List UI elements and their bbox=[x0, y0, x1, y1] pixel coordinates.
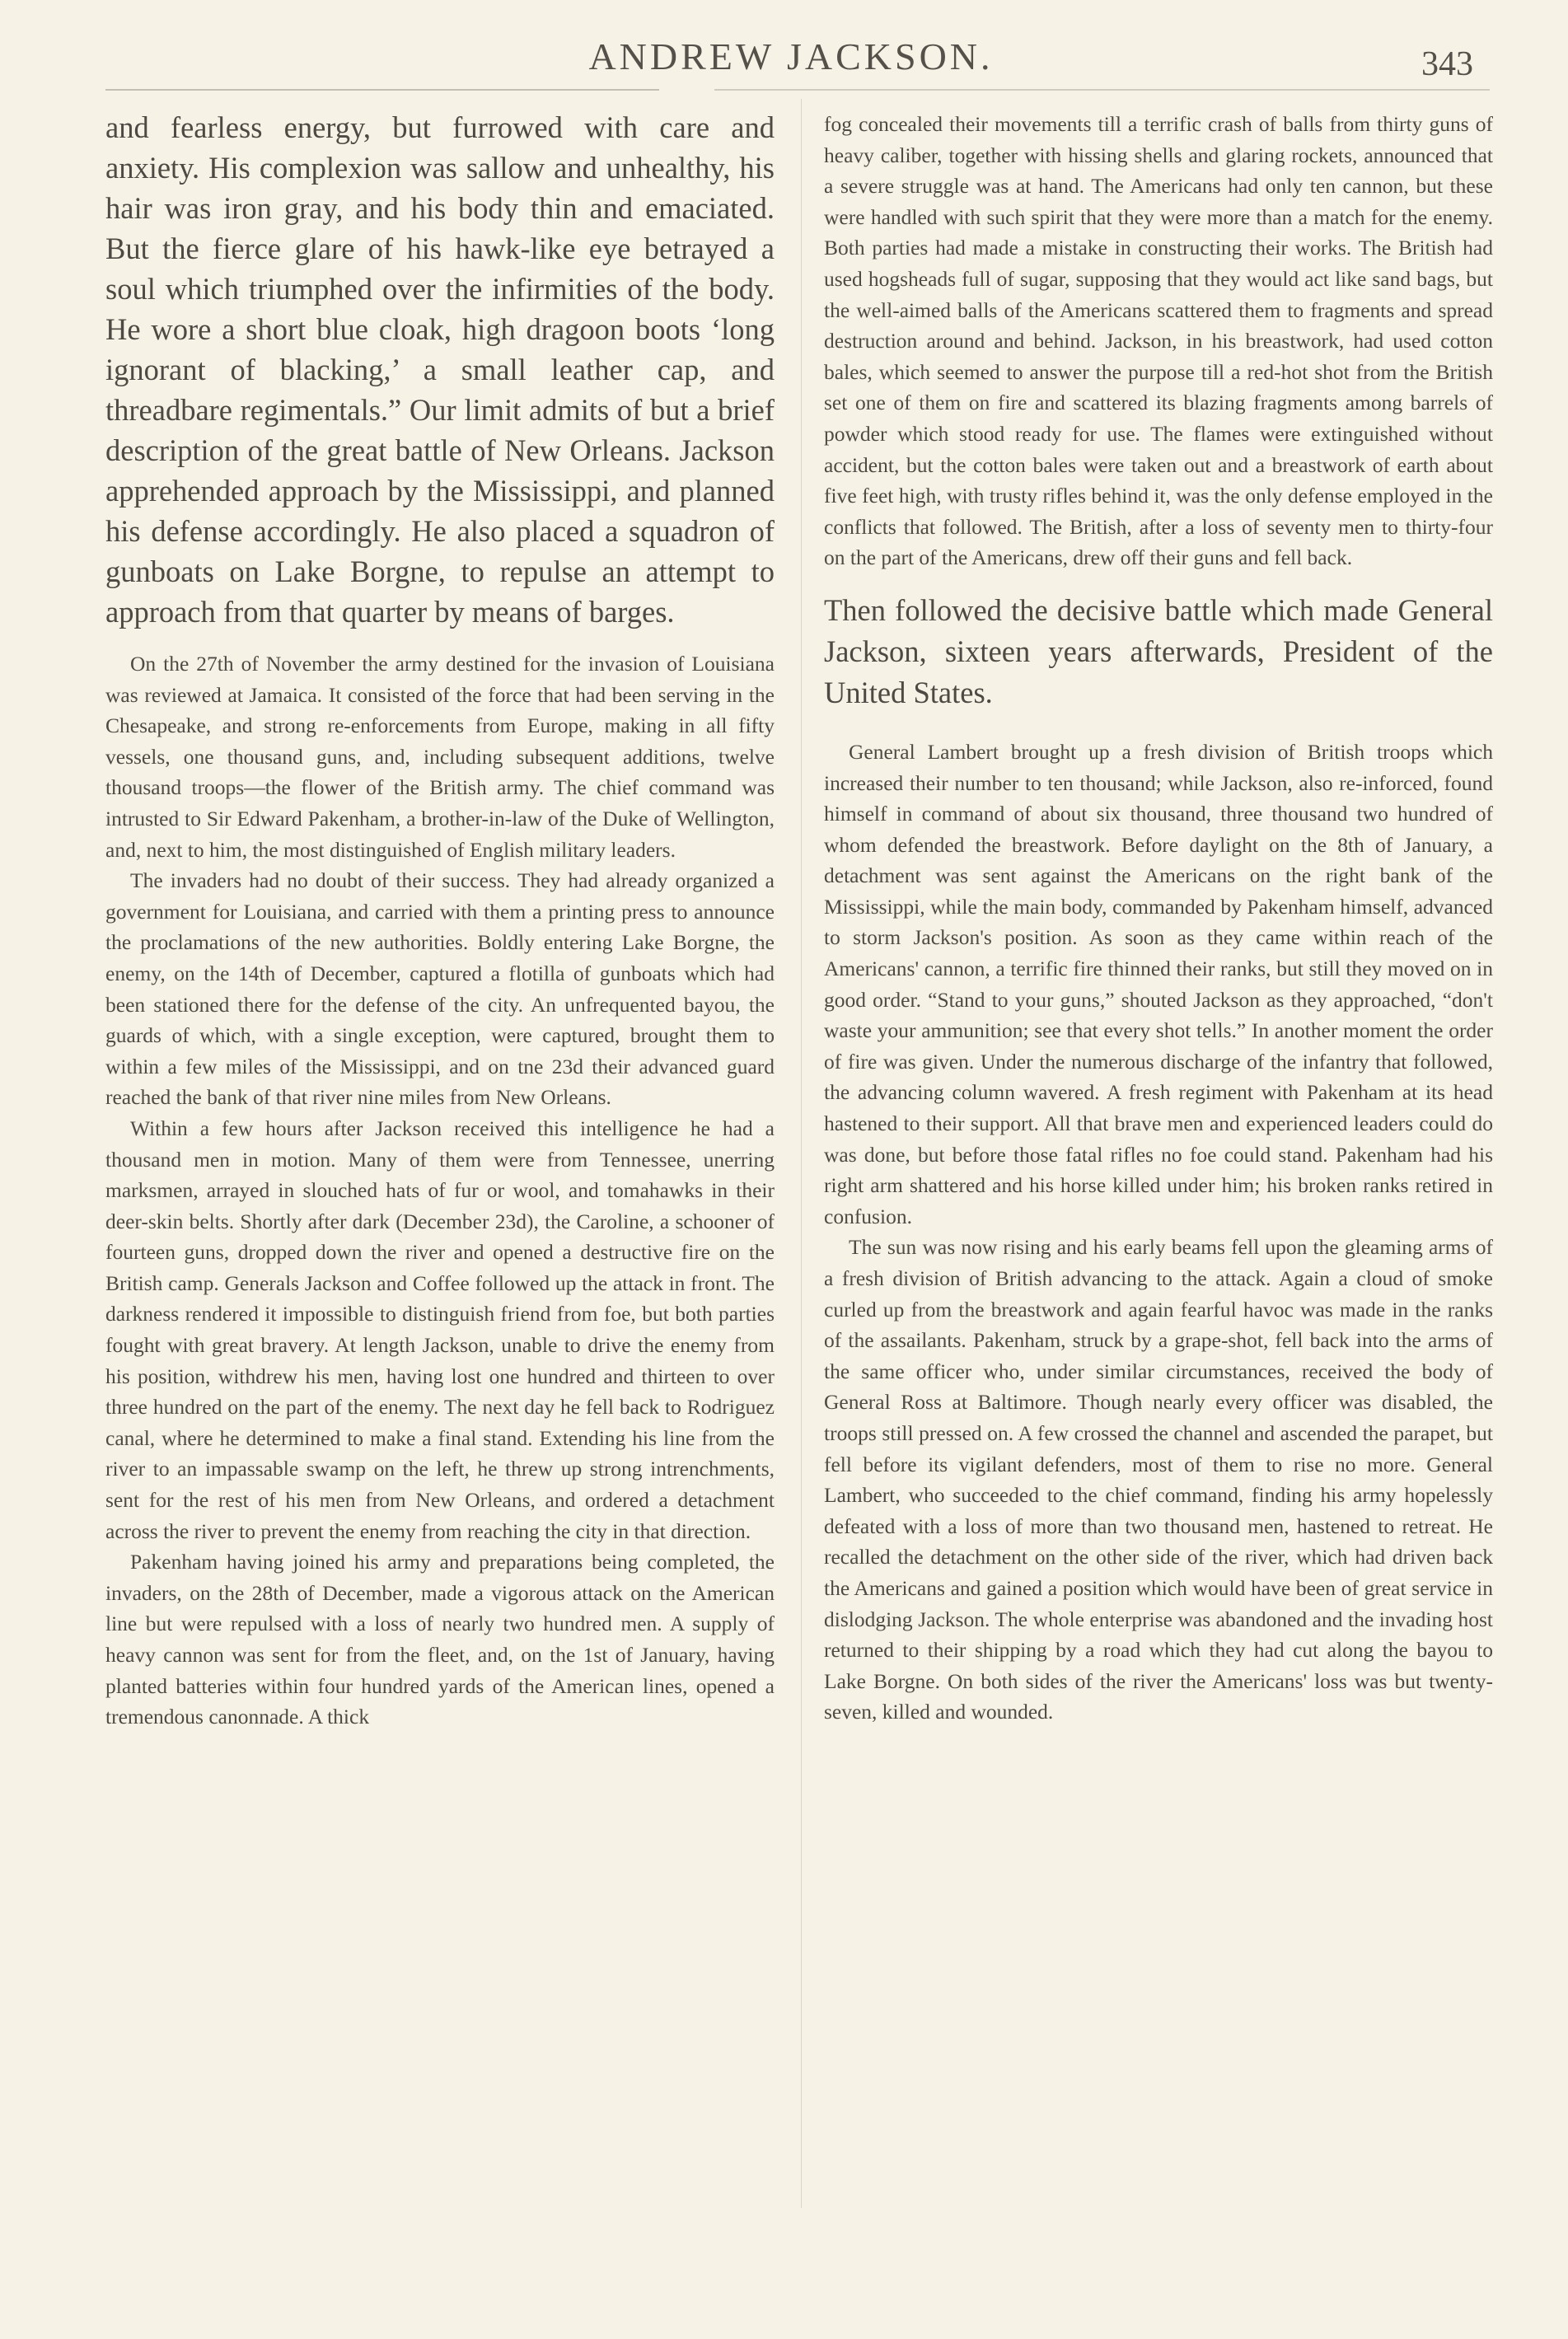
section-lead-paragraph: Then followed the decisive battle which made General Jackson, sixteen years afterwards, President of the United States. bbox=[824, 592, 1493, 709]
continuation-paragraph: fog concealed their movements till a terrific crash of balls from thirty guns of heavy caliber, together with hissing shells and glaring rockets, announced that a severe struggle was at hand. The Americans had only ten cannon, but these were handled with such spirit that they were more than a match for the enemy. Both parties had made a mistake in constructing their works. The British had used hogsheads full of sugar, supposing that they would act like sand bags, but the well-aimed balls of the Americans scattered them to fragments and spread destruction around and behind. Jackson, in his breastwork, had used cotton bales, which seemed to answer the purpose till a red-hot shot from the British set one of them on fire and scattered its blazing fragments among barrels of powder which stood ready for use. The flames were extinguished without accident, but the cotton bales were taken out and a breastwork of earth about five feet high, with trusty rifles behind it, was the only defense employed in the conflicts that followed. The British, after a loss of seventy men to thirty-four on the part of the Americans, drew off their guns and fell back. bbox=[824, 112, 1493, 570]
body-paragraph: General Lambert brought up a fresh division of British troops which increased their number to ten thousand; while Jackson, also re-inforced, found himself in command of about six thousand, three thousand two hundred of whom defended the breastwork. Before daylight on the 8th of January, a detachment was sent against the Americans on the right bank of the Mississippi, while the main body, commanded by Pakenham himself, advanced to storm Jackson's position. As soon as they came within reach of the Americans' cannon, a terrific fire thinned their ranks, but still they moved on in good order. “Stand to your guns,” shouted Jackson as they approached, “don't waste your ammunition; see that every shot tells.” In another moment the order of fire was given. Under the numerous discharge of the infantry that followed, the advancing column wavered. A fresh regiment with Pakenham at its head hastened to their support. All that brave men and experienced leaders could do was done, but before those fatal rifles no foe could stand. Pakenham had his right arm shattered and his horse killed under him; his broken ranks retired in confusion. bbox=[824, 739, 1493, 1228]
running-head: ANDREW JACKSON. bbox=[588, 35, 994, 77]
page-header bbox=[0, 25, 1568, 82]
right-column bbox=[824, 109, 1493, 2259]
left-column bbox=[105, 107, 775, 2257]
body-paragraph: Pakenham having joined his army and preparations being completed, the invaders, on the 28th of December, made a vigorous attack on the American line but were repulsed with a loss of nearly two hundred men. A supply of heavy cannon was sent for from the fleet, and, on the 1st of January, having planted batteries within four hundred yards of the American lines, opened a tremendous canonnade. A thick bbox=[105, 1550, 775, 1729]
page-number: 343 bbox=[1421, 45, 1473, 83]
body-paragraph: The sun was now rising and his early beams fell upon the gleaming arms of a fresh division of British advancing to the attack. Again a cloud of smoke curled up from the breastwork and again fearful havoc was made in the ranks of the assailants. Pakenham, struck by a grape-shot, fell back into the arms of the same officer who, under similar circumstances, received the body of General Ross at Baltimore. Though nearly every officer was disabled, the troops still pressed on. A few crossed the channel and ascended the parapet, but fell before its vigilant defenders, most of them to rise no more. General Lambert, who succeeded to the chief command, finding his army hopelessly defeated with a loss of more than two thousand men, hastened to retreat. He recalled the detachment on the other side of the river, which had driven back the Americans and gained a position which would have been of great service in dislodging Jackson. The whole enterprise was abandoned and the invading host returned to their shipping by a road which they had cut along the bayou to Lake Borgne. On both sides of the river the Americans' loss was but twenty-seven, killed and wounded. bbox=[824, 1235, 1493, 1724]
body-paragraph: Within a few hours after Jackson received this intelligence he had a thousand men in motion. Many of them were from Tennessee, unerring marksmen, arrayed in slouched hats of fur or wool, and tomahawks in their deer-skin belts. Shortly after dark (December 23d), the Caroline, a schooner of fourteen guns, dropped down the river and opened a destructive fire on the British camp. Generals Jackson and Coffee followed up the attack in front. The darkness rendered it impossible to distinguish friend from foe, but both parties fought with great bravery. At length Jackson, unable to drive the enemy from his position, withdrew his men, having lost one hundred and thirteen to over three hundred on the part of the enemy. The next day he fell back to Rodriguez canal, where he determined to make a final stand. Extending his line from the river to an impassable swamp on the left, he threw up strong intrenchments, sent for the rest of his men from New Orleans, and ordered a detachment across the river to prevent the enemy from reaching the city in that direction. bbox=[105, 1116, 775, 1543]
header-rule bbox=[105, 89, 1490, 91]
body-paragraph: The invaders had no doubt of their success. They had already organized a government for Louisiana, and carried with them a printing press to announce the proclamations of the new authorities. Boldly entering Lake Borgne, the enemy, on the 14th of December, captured a flotilla of gunboats which had been stationed there for the defense of the city. An unfrequented bayou, the guards of which, with a single exception, were captured, brought them to within a few miles of the Mississippi, and on tne 23d their advanced guard reached the bank of that river nine miles from New Orleans. bbox=[105, 868, 775, 1110]
column-divider bbox=[801, 99, 802, 2208]
lead-paragraph: and fearless energy, but furrowed with care and anxiety. His complexion was sallow and unhealthy, his hair was iron gray, and his body thin and emaciated. But the fierce glare of his hawk-like eye betrayed a soul which triumphed over the infirmities of the body. He wore a short blue cloak, high dragoon boots ‘long ignorant of blacking,’ a small leather cap, and threadbare regimentals.” Our limit admits of but a brief description of the great battle of New Orleans. Jackson apprehended approach by the Mississippi, and planned his defense accordingly. He also placed a squadron of gunboats on Lake Borgne, to repulse an attempt to approach from that quarter by means of barges. bbox=[105, 110, 775, 629]
body-paragraph: On the 27th of November the army destined for the invasion of Louisiana was reviewed at Jamaica. It consisted of the force that had been serving in the Chesapeake, and strong re-enforcements from Europe, making in all fifty vessels, one thousand guns, and, including subsequent additions, twelve thousand troops—the flower of the British army. The chief command was intrusted to Sir Edward Pakenham, a brother-in-law of the Duke of Wellington, and, next to him, the most distinguished of English military leaders. bbox=[105, 652, 775, 862]
